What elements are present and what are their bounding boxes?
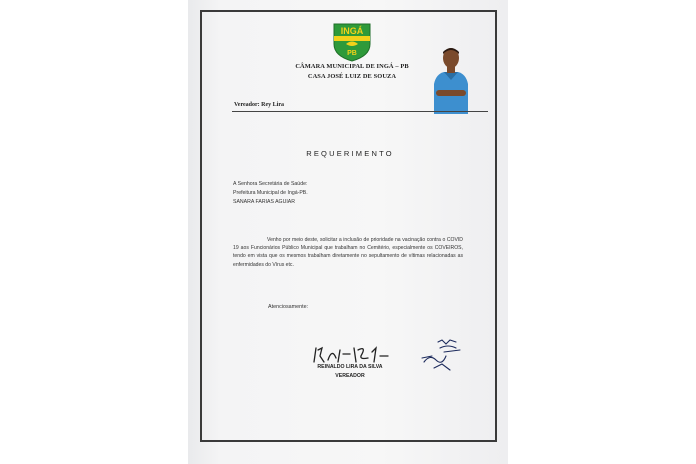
closing-salutation: Atenciosamente: xyxy=(268,304,309,310)
house-name: CASA JOSÉ LUIZ DE SOUZA xyxy=(307,73,397,80)
signer-name: REINALDO LIRA DA SILVA xyxy=(317,364,383,370)
councilman-portrait xyxy=(430,44,472,114)
chamber-name: CÂMARA MUNICIPAL DE INGÁ – PB xyxy=(295,63,409,70)
logo-top-text: INGÁ xyxy=(340,26,364,36)
recipient-line-3: SANARA FARIAS AGUIAR xyxy=(233,199,295,205)
logo-bottom-text: PB xyxy=(347,50,357,57)
header-divider xyxy=(232,111,488,112)
recipient-line-1: A Senhora Secretária de Saúde: xyxy=(233,181,308,187)
receipt-stamp-signature xyxy=(420,336,464,374)
recipient-line-2: Prefeitura Municipal de Ingá-PB. xyxy=(233,190,308,196)
signer-role: VEREADOR xyxy=(335,373,365,379)
handwritten-signature xyxy=(310,344,392,366)
document-title: REQUERIMENTO xyxy=(306,149,394,158)
request-body xyxy=(233,236,463,269)
request-paragraph: Venho por meio deste, solicitar a inclusão de prioridade na vacinação contra o COVID 19 aos Funcionários Público Municipal que trabalham no Cemitério, especialmente os COVEIROS, tendo em vista que os mesmos trabalham diretamente no sepultamento de vítimas relacionadas as enfermidades do Vírus etc. xyxy=(233,237,463,268)
inga-shield-logo xyxy=(330,22,374,62)
author-label: Vereador: Rey Lira xyxy=(234,102,284,108)
